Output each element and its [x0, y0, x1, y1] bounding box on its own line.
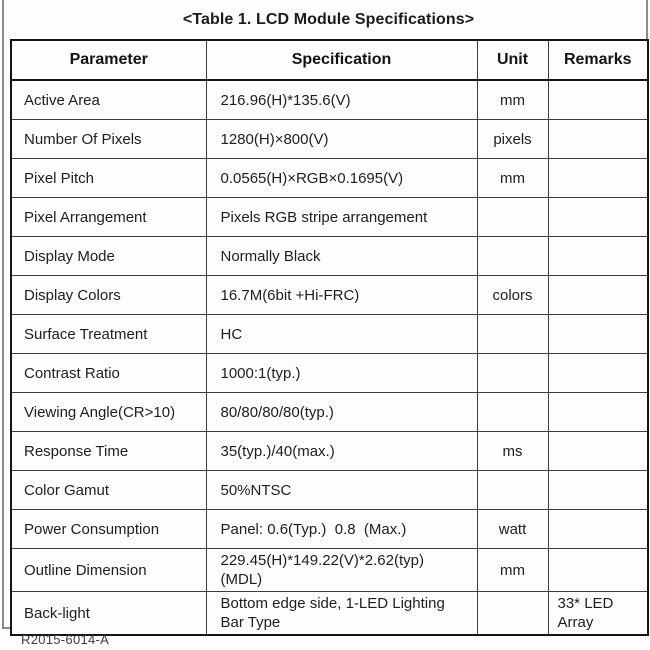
cell-parameter: Contrast Ratio [11, 354, 206, 393]
cell-parameter: Display Mode [11, 237, 206, 276]
col-header-specification: Specification [206, 40, 477, 80]
cell-specification: 50%NTSC [206, 471, 477, 510]
cell-specification: 80/80/80/80(typ.) [206, 393, 477, 432]
cell-remarks [548, 354, 648, 393]
cell-parameter: Pixel Arrangement [11, 198, 206, 237]
cell-specification: Normally Black [206, 237, 477, 276]
table-header-row [11, 40, 648, 80]
cell-remarks [548, 237, 648, 276]
cell-parameter: Response Time [11, 432, 206, 471]
cell-parameter: Display Colors [11, 276, 206, 315]
cell-unit: colors [477, 276, 548, 315]
cell-parameter: Back-light [11, 592, 206, 636]
table-row [11, 393, 648, 432]
cell-parameter: Number Of Pixels [11, 120, 206, 159]
lcd-spec-table [10, 39, 649, 636]
table-title: <Table 1. LCD Module Specifications> [182, 11, 475, 28]
cell-remarks [548, 315, 648, 354]
cell-unit [477, 198, 548, 237]
cell-parameter: Power Consumption [11, 510, 206, 549]
cell-unit [477, 592, 548, 636]
table-row [11, 471, 648, 510]
cell-specification: Bottom edge side, 1-LED Lighting Bar Type [206, 592, 477, 636]
cell-remarks [548, 198, 648, 237]
cell-remarks [548, 471, 648, 510]
cell-parameter: Outline Dimension [11, 549, 206, 592]
cell-unit: mm [477, 159, 548, 198]
cell-remarks: 33* LED Array [548, 592, 648, 636]
cell-unit: mm [477, 549, 548, 592]
cell-unit [477, 354, 548, 393]
table-row [11, 237, 648, 276]
cell-unit: pixels [477, 120, 548, 159]
cell-unit [477, 237, 548, 276]
cell-unit: watt [477, 510, 548, 549]
cell-specification: 0.0565(H)×RGB×0.1695(V) [206, 159, 477, 198]
cell-unit: ms [477, 432, 548, 471]
table-row [11, 510, 648, 549]
cell-remarks [548, 80, 648, 120]
cell-specification: 229.45(H)*149.22(V)*2.62(typ)(MDL) [206, 549, 477, 592]
col-header-unit: Unit [477, 40, 548, 80]
cell-remarks [548, 276, 648, 315]
cell-specification: Pixels RGB stripe arrangement [206, 198, 477, 237]
cell-parameter: Color Gamut [11, 471, 206, 510]
table-row [11, 354, 648, 393]
table-row [11, 315, 648, 354]
cell-remarks [548, 510, 648, 549]
table-row [11, 159, 648, 198]
cell-specification: 1280(H)×800(V) [206, 120, 477, 159]
cell-specification: Panel: 0.6(Typ.) 0.8 (Max.) [206, 510, 477, 549]
cell-remarks [548, 432, 648, 471]
table-row [11, 80, 648, 120]
cell-unit [477, 393, 548, 432]
cell-specification: 1000:1(typ.) [206, 354, 477, 393]
col-header-parameter: Parameter [11, 40, 206, 80]
cell-remarks [548, 393, 648, 432]
table-row [11, 198, 648, 237]
cell-unit: mm [477, 80, 548, 120]
cell-parameter: Surface Treatment [11, 315, 206, 354]
cell-specification: 16.7M(6bit +Hi-FRC) [206, 276, 477, 315]
cell-parameter: Active Area [11, 80, 206, 120]
col-header-remarks: Remarks [548, 40, 648, 80]
table-row [11, 549, 648, 592]
cell-specification: 216.96(H)*135.6(V) [206, 80, 477, 120]
table-row [11, 276, 648, 315]
document-revision-code: R2015-6014-A [21, 632, 110, 647]
cell-unit [477, 315, 548, 354]
cell-parameter: Pixel Pitch [11, 159, 206, 198]
cell-parameter: Viewing Angle(CR>10) [11, 393, 206, 432]
cell-remarks [548, 120, 648, 159]
cell-specification: HC [206, 315, 477, 354]
table-row [11, 432, 648, 471]
table-row [11, 592, 648, 636]
spec-table-body [11, 80, 648, 635]
cell-remarks [548, 159, 648, 198]
cell-remarks [548, 549, 648, 592]
cell-specification: 35(typ.)/40(max.) [206, 432, 477, 471]
cell-unit [477, 471, 548, 510]
table-row [11, 120, 648, 159]
